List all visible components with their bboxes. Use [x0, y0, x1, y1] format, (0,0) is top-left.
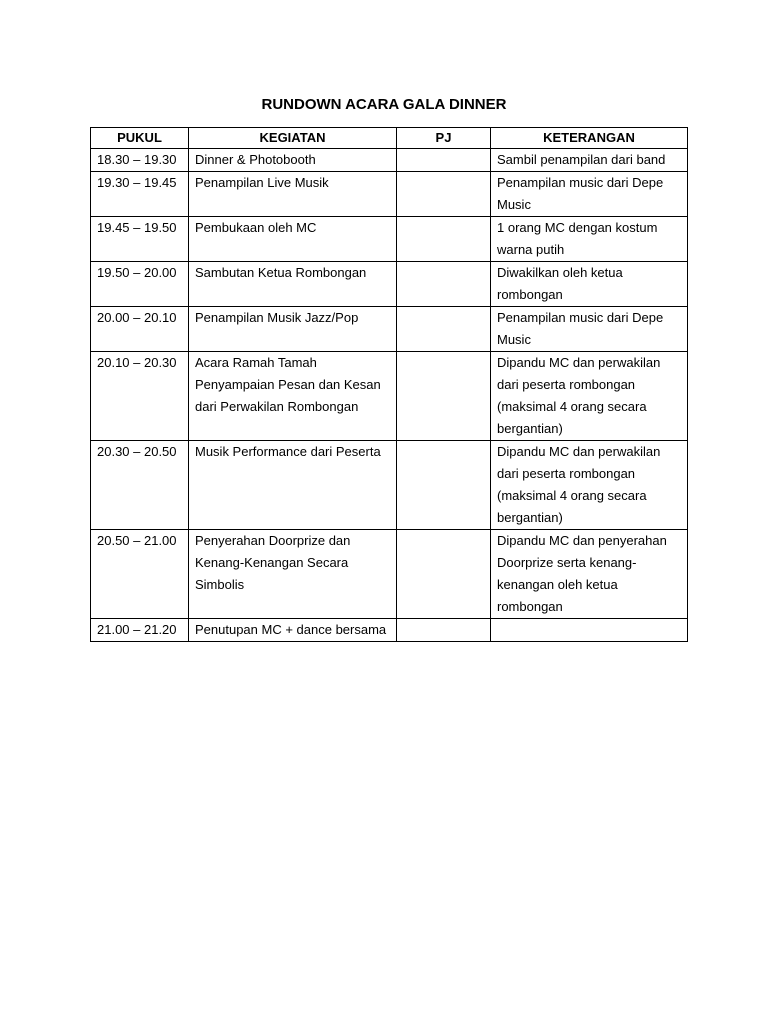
cell-pukul: 20.30 – 20.50 — [91, 441, 189, 530]
table-header-row — [91, 128, 688, 149]
cell-pj — [397, 352, 491, 441]
cell-pukul: 20.00 – 20.10 — [91, 307, 189, 352]
cell-kegiatan: Pembukaan oleh MC — [189, 217, 397, 262]
header-keterangan: KETERANGAN — [491, 128, 688, 149]
cell-keterangan — [491, 619, 688, 642]
cell-keterangan: Penampilan music dari Depe Music — [491, 307, 688, 352]
cell-keterangan: Dipandu MC dan perwakilan dari peserta rombongan (maksimal 4 orang secara bergantian) — [491, 441, 688, 530]
cell-pj — [397, 217, 491, 262]
cell-kegiatan: Sambutan Ketua Rombongan — [189, 262, 397, 307]
table-row — [91, 172, 688, 217]
cell-keterangan: Penampilan music dari Depe Music — [491, 172, 688, 217]
header-pukul: PUKUL — [91, 128, 189, 149]
cell-pj — [397, 530, 491, 619]
cell-pukul: 19.50 – 20.00 — [91, 262, 189, 307]
cell-pukul: 18.30 – 19.30 — [91, 149, 189, 172]
cell-pukul: 20.50 – 21.00 — [91, 530, 189, 619]
cell-kegiatan: Penyerahan Doorprize dan Kenang-Kenangan Secara Simbolis — [189, 530, 397, 619]
table-row — [91, 307, 688, 352]
table-row — [91, 619, 688, 642]
cell-kegiatan: Musik Performance dari Peserta — [189, 441, 397, 530]
cell-pukul: 20.10 – 20.30 — [91, 352, 189, 441]
table-row — [91, 262, 688, 307]
cell-pj — [397, 441, 491, 530]
cell-pj — [397, 262, 491, 307]
cell-pj — [397, 307, 491, 352]
cell-kegiatan: Acara Ramah Tamah Penyampaian Pesan dan Kesan dari Perwakilan Rombongan — [189, 352, 397, 441]
table-row — [91, 149, 688, 172]
cell-pukul: 19.45 – 19.50 — [91, 217, 189, 262]
page-title: RUNDOWN ACARA GALA DINNER — [261, 96, 507, 113]
table-row — [91, 441, 688, 530]
cell-kegiatan: Penutupan MC + dance bersama — [189, 619, 397, 642]
cell-keterangan: Sambil penampilan dari band — [491, 149, 688, 172]
header-kegiatan: KEGIATAN — [189, 128, 397, 149]
cell-pj — [397, 172, 491, 217]
table-row — [91, 352, 688, 441]
cell-kegiatan: Dinner & Photobooth — [189, 149, 397, 172]
table-row — [91, 530, 688, 619]
cell-keterangan: Diwakilkan oleh ketua rombongan — [491, 262, 688, 307]
cell-keterangan: Dipandu MC dan perwakilan dari peserta rombongan (maksimal 4 orang secara bergantian) — [491, 352, 688, 441]
cell-pukul: 21.00 – 21.20 — [91, 619, 189, 642]
cell-kegiatan: Penampilan Live Musik — [189, 172, 397, 217]
cell-pukul: 19.30 – 19.45 — [91, 172, 189, 217]
cell-keterangan: Dipandu MC dan penyerahan Doorprize serta kenang-kenangan oleh ketua rombongan — [491, 530, 688, 619]
rundown-table — [90, 127, 688, 642]
header-pj: PJ — [397, 128, 491, 149]
cell-kegiatan: Penampilan Musik Jazz/Pop — [189, 307, 397, 352]
table-row — [91, 217, 688, 262]
cell-pj — [397, 619, 491, 642]
cell-pj — [397, 149, 491, 172]
cell-keterangan: 1 orang MC dengan kostum warna putih — [491, 217, 688, 262]
